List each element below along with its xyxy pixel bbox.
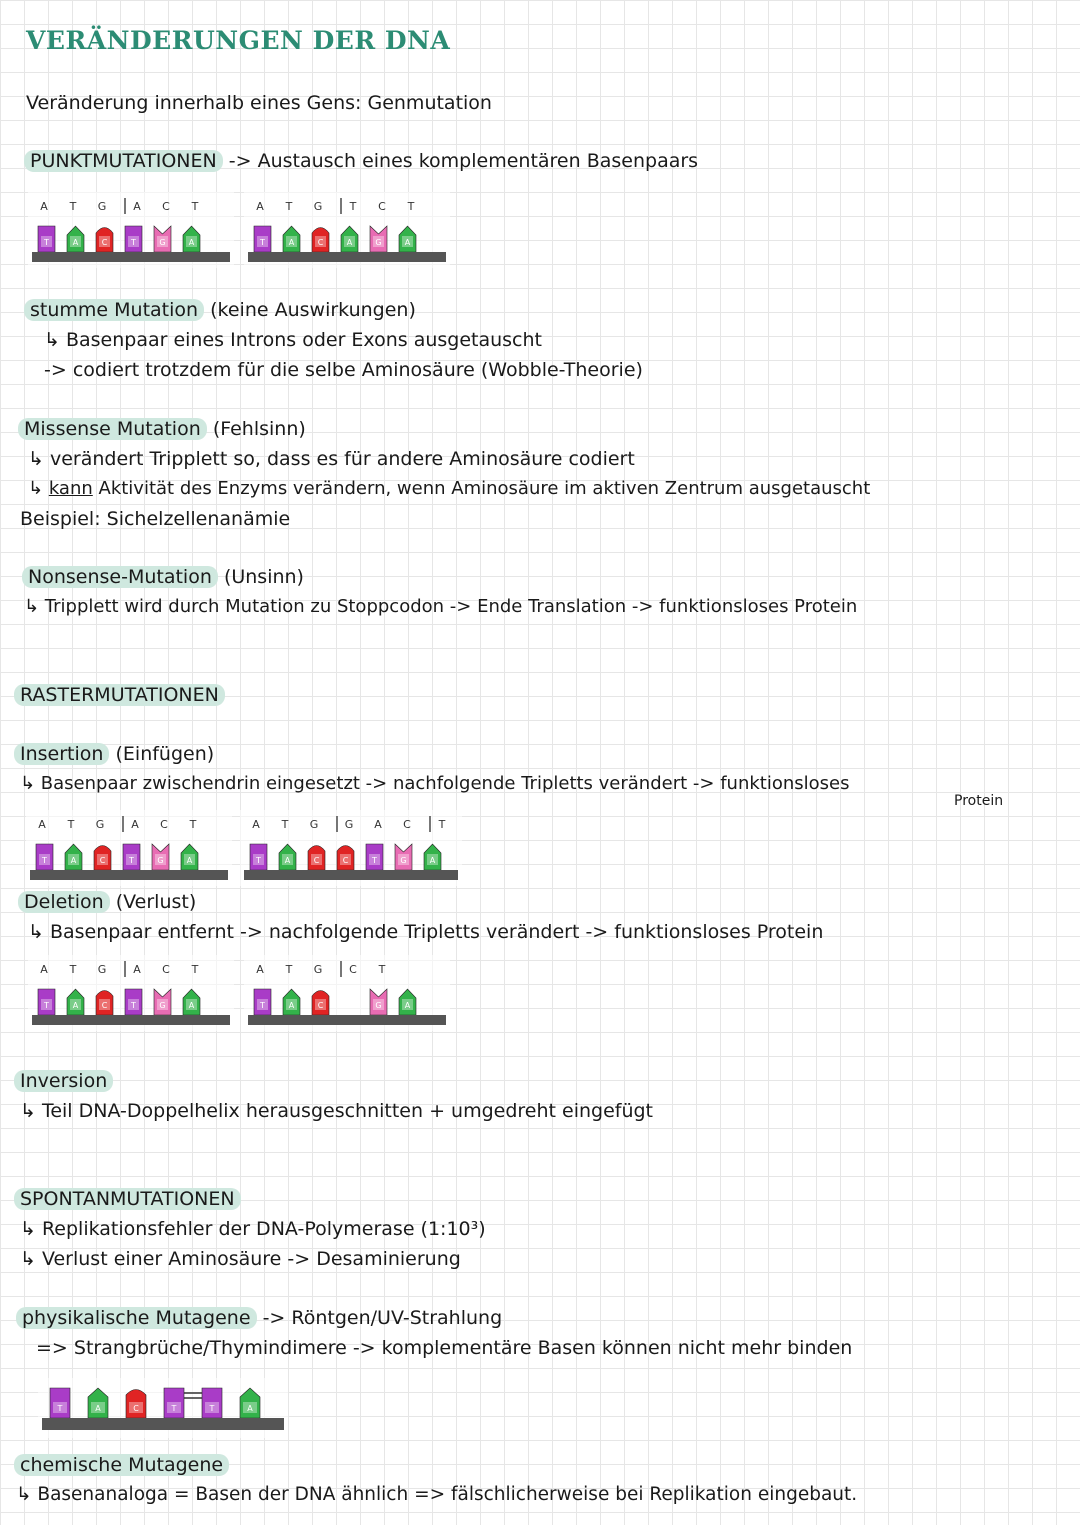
- deletion-heading: Deletion: [18, 891, 110, 913]
- sequence-letter: G: [97, 963, 107, 976]
- sequence-letter: A: [256, 200, 264, 213]
- sequence-letter: C: [160, 818, 168, 831]
- intro-line: Veränderung innerhalb eines Gens: Genmutation: [26, 92, 492, 114]
- sequence-letter: T: [191, 963, 199, 976]
- sequence-letter: T: [189, 818, 197, 831]
- stumme-line-2: -> codiert trotzdem für die selbe Aminosäure (Wobble-Theorie): [44, 359, 643, 381]
- missense-heading-row: [18, 418, 306, 440]
- chemisch-heading: chemische Mutagene: [14, 1454, 229, 1476]
- sequence-letter: C: [403, 818, 411, 831]
- nucleotide-label: G: [159, 1001, 166, 1010]
- sequence-letter: A: [40, 200, 48, 213]
- page-title: VERÄNDERUNGEN DER DNA: [26, 26, 451, 55]
- nucleotide-label: A: [188, 1001, 195, 1010]
- nucleotide-label: A: [288, 238, 295, 247]
- chemisch-heading-row: [14, 1454, 229, 1476]
- sequence-letter: G: [309, 818, 319, 831]
- missense-line-1: ↳ verändert Tripplett so, dass es für andere Aminosäure codiert: [28, 448, 635, 470]
- backbone-strand: [42, 1418, 284, 1430]
- nucleotide-label: T: [171, 1404, 177, 1413]
- deletion-diagram-original: [28, 955, 234, 1033]
- sequence-letter: A: [252, 818, 260, 831]
- nucleotide-label: A: [95, 1404, 101, 1413]
- nucleotide-label: T: [131, 238, 136, 247]
- sequence-letter: G: [95, 818, 105, 831]
- sequence-letter: T: [378, 963, 386, 976]
- sequence-letter: T: [285, 963, 293, 976]
- nucleotide-label: C: [101, 1001, 108, 1010]
- sequence-letter: T: [438, 818, 446, 831]
- deletion-diagram-mutated: [244, 955, 450, 1033]
- missense-line-2-rest: Aktivität des Enzyms verändern, wenn Aminosäure im aktiven Zentrum ausgetauscht: [92, 478, 871, 499]
- nucleotide-label: T: [44, 1001, 49, 1010]
- missense-heading: Missense Mutation: [18, 418, 207, 440]
- nucleotide-label: T: [209, 1404, 215, 1413]
- spontan-line-2: ↳ Verlust einer Aminosäure -> Desaminierung: [20, 1248, 461, 1270]
- inversion-line-1: ↳ Teil DNA-Doppelhelix herausgeschnitten + umgedreht eingefügt: [20, 1100, 654, 1122]
- missense-line-2-prefix: ↳: [28, 478, 49, 499]
- stumme-paren: (keine Auswirkungen): [210, 299, 416, 321]
- deletion-heading-row: [18, 891, 196, 913]
- sequence-letter: G: [313, 963, 323, 976]
- raster-heading-row: [14, 684, 225, 706]
- sequence-letter: A: [256, 963, 264, 976]
- physik-line-1: => Strangbrüche/Thymindimere -> komplementäre Basen können nicht mehr binden: [36, 1337, 853, 1359]
- backbone-strand: [30, 870, 228, 880]
- nucleotide-label: A: [429, 856, 436, 865]
- nucleotide-label: C: [133, 1404, 139, 1413]
- nucleotide-label: T: [372, 856, 377, 865]
- deletion-paren: (Verlust): [115, 891, 197, 913]
- backbone-strand: [248, 252, 446, 262]
- nucleotide-label: C: [317, 1001, 324, 1010]
- physik-desc: -> Röntgen/UV-Strahlung: [262, 1307, 503, 1329]
- physik-heading: physikalische Mutagene: [16, 1307, 257, 1329]
- nucleotide-label: T: [256, 856, 261, 865]
- nucleotide-label: G: [375, 1001, 382, 1010]
- nucleotide-label: T: [260, 1001, 265, 1010]
- physik-diagram: [38, 1378, 288, 1440]
- insertion-line-1b: Protein: [954, 793, 1004, 809]
- nucleotide-label: A: [404, 238, 411, 247]
- sequence-letter: C: [162, 200, 170, 213]
- punkt-diagram-original: [28, 192, 234, 270]
- nucleotide-label: A: [288, 1001, 295, 1010]
- nonsense-heading-row: [22, 566, 304, 588]
- nucleotide-label: G: [375, 238, 382, 247]
- backbone-strand: [244, 870, 458, 880]
- missense-paren: (Fehlsinn): [212, 418, 306, 440]
- sequence-letter: G: [97, 200, 107, 213]
- sequence-letter: A: [40, 963, 48, 976]
- sequence-letter: T: [349, 200, 357, 213]
- insertion-line-1: ↳ Basenpaar zwischendrin eingesetzt -> nachfolgende Tripletts verändert -> funktionsloses: [20, 773, 850, 794]
- nucleotide-label: C: [99, 856, 106, 865]
- insertion-diagram-original: [26, 810, 232, 888]
- deletion-line-1: ↳ Basenpaar entfernt -> nachfolgende Tripletts verändert -> funktionsloses Protein: [28, 921, 824, 943]
- raster-heading: RASTERMUTATIONEN: [14, 684, 225, 706]
- inversion-heading-row: [14, 1070, 113, 1092]
- sequence-letter: T: [69, 200, 77, 213]
- nucleotide-label: C: [101, 238, 108, 247]
- missense-kann: kann: [48, 478, 93, 499]
- nucleotide-label: G: [159, 238, 166, 247]
- sequence-letter: G: [344, 818, 354, 831]
- insertion-heading: Insertion: [14, 743, 109, 765]
- nucleotide-label: T: [260, 238, 265, 247]
- insertion-diagram-mutated: [240, 810, 462, 888]
- spontan-heading-row: [14, 1188, 241, 1210]
- nucleotide-label: A: [72, 1001, 79, 1010]
- nucleotide-label: A: [186, 856, 193, 865]
- sequence-letter: C: [162, 963, 170, 976]
- sequence-letter: A: [133, 963, 141, 976]
- sequence-letter: A: [374, 818, 382, 831]
- nucleotide-label: C: [317, 238, 324, 247]
- sequence-letter: T: [69, 963, 77, 976]
- nucleotide-label: T: [44, 238, 49, 247]
- nonsense-line-1: ↳ Tripplett wird durch Mutation zu Stoppcodon -> Ende Translation -> funktionsloses Protein: [24, 596, 858, 617]
- nonsense-paren: (Unsinn): [223, 566, 304, 588]
- spontan-line-1: ↳ Replikationsfehler der DNA-Polymerase (1:10³): [20, 1218, 486, 1240]
- punkt-heading: PUNKTMUTATIONEN: [24, 150, 223, 172]
- sequence-letter: T: [285, 200, 293, 213]
- insertion-paren: (Einfügen): [115, 743, 215, 765]
- stumme-heading: stumme Mutation: [24, 299, 204, 321]
- chemisch-line-1: ↳ Basenanaloga = Basen der DNA ähnlich => fälschlicherweise bei Replikation eingebaut.: [16, 1484, 858, 1505]
- nucleotide-label: A: [72, 238, 79, 247]
- nucleotide-label: T: [42, 856, 47, 865]
- sequence-letter: T: [281, 818, 289, 831]
- sequence-letter: C: [349, 963, 357, 976]
- nucleotide-label: T: [131, 1001, 136, 1010]
- nucleotide-label: A: [404, 1001, 411, 1010]
- backbone-strand: [248, 1015, 446, 1025]
- nucleotide-label: T: [129, 856, 134, 865]
- backbone-strand: [32, 1015, 230, 1025]
- spontan-heading: SPONTANMUTATIONEN: [14, 1188, 241, 1210]
- sequence-letter: G: [313, 200, 323, 213]
- nucleotide-label: T: [57, 1404, 63, 1413]
- punkt-heading-row: [24, 150, 698, 172]
- nucleotide-label: A: [188, 238, 195, 247]
- nucleotide-label: A: [346, 238, 353, 247]
- sequence-letter: A: [133, 200, 141, 213]
- inversion-heading: Inversion: [14, 1070, 113, 1092]
- missense-line-2: [28, 478, 870, 499]
- insertion-heading-row: [14, 743, 214, 765]
- nucleotide-label: C: [342, 856, 349, 865]
- stumme-heading-row: [24, 299, 416, 321]
- backbone-strand: [32, 252, 230, 262]
- nucleotide-label: G: [157, 856, 164, 865]
- nucleotide-label: A: [70, 856, 77, 865]
- sequence-letter: T: [67, 818, 75, 831]
- nucleotide-label: G: [400, 856, 407, 865]
- nucleotide-label: C: [313, 856, 320, 865]
- sequence-letter: A: [131, 818, 139, 831]
- physik-heading-row: [16, 1307, 502, 1329]
- missense-example: Beispiel: Sichelzellenanämie: [20, 508, 291, 530]
- sequence-letter: C: [378, 200, 386, 213]
- stumme-line-1: ↳ Basenpaar eines Introns oder Exons ausgetauscht: [44, 329, 542, 351]
- nonsense-heading: Nonsense-Mutation: [22, 566, 218, 588]
- punkt-desc: -> Austausch eines komplementären Basenpaars: [228, 150, 699, 172]
- sequence-letter: T: [191, 200, 199, 213]
- nucleotide-label: A: [247, 1404, 253, 1413]
- sequence-letter: T: [407, 200, 415, 213]
- sequence-letter: A: [38, 818, 46, 831]
- nucleotide-label: A: [284, 856, 291, 865]
- punkt-diagram-mutated: [244, 192, 450, 270]
